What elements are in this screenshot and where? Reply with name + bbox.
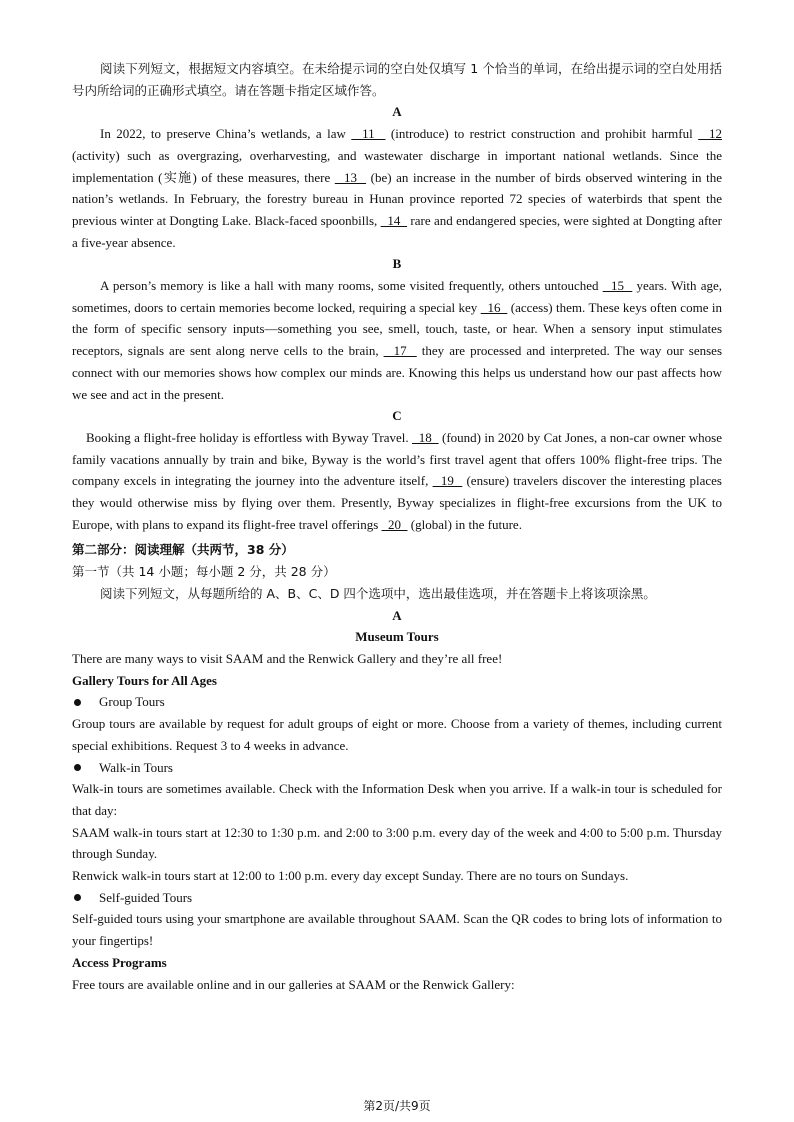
- access-programs-text: Free tours are available online and in our galleries at SAAM or the Renwick Gallery:: [72, 976, 515, 992]
- passage-b-label: B: [392, 256, 402, 272]
- walkin-tours-text: Walk-in tours are sometimes available. Check with the Information Desk when you arrive. If a walk-in tour is scheduled for that day:: [72, 781, 722, 818]
- group-tours-text: Group tours are available by request for adult groups of eight or more. Choose from a variety of themes, including current special exhibitions. Request 3 to 4 weeks in advance.: [72, 716, 722, 753]
- page-footer: 第2页/共9页: [363, 1099, 431, 1113]
- blank-20: 20: [381, 516, 408, 532]
- section1-heading: 第一节（共 14 小题；每小题 2 分，共 28 分）: [72, 564, 336, 580]
- reading-a-title: Museum Tours: [355, 629, 439, 645]
- passage-c-label: C: [392, 408, 402, 424]
- blank-16: 16: [480, 299, 508, 315]
- blank-19: 19: [432, 473, 463, 489]
- passage-a-label: A: [392, 104, 402, 120]
- bullet-icon: [74, 764, 81, 771]
- blank-12: 12: [698, 126, 722, 142]
- blank-18: 18: [412, 429, 439, 445]
- gallery-tours-heading: Gallery Tours for All Ages: [72, 672, 217, 688]
- blank-17: 17: [383, 343, 417, 359]
- group-tours-item: Group Tours: [72, 691, 722, 713]
- cloze-instructions: 阅读下列短文，根据短文内容填空。在未给提示词的空白处仅填写 1 个恰当的单词，在给出提示词的空白处用括号内所给词的正确形式填空。请在答题卡指定区域作答。: [72, 61, 722, 98]
- reading-a-label: A: [392, 607, 402, 623]
- self-guided-text: Self-guided tours using your smartphone are available throughout SAAM. Scan the QR codes to bring lots of information to your fingertips!: [72, 911, 722, 949]
- bullet-icon: [74, 894, 81, 901]
- renwick-walkin-text: Renwick walk-in tours start at 12:00 to 1:00 p.m. every day except Sunday. There are no tours on Sundays.: [72, 868, 629, 884]
- saam-walkin-text: SAAM walk-in tours start at 12:30 to 1:30 p.m. and 2:00 to 3:00 p.m. every day of the week and 4:00 to 5:00 p.m. Thursday through Sunday.: [72, 824, 722, 862]
- passage-a-text: In 2022, to preserve China’s wetlands, a law 11 (introduce) to restrict construction and prohibit harmful 12 (activity) such as overgrazing, overharvesting, and wastewater discharge in important national wetlands. Since the implementation (实施) of these measures, there 13 (be) an increase in the number of birds observed wintering in the nation’s wetlands. In February, the forestry bureau in Hunan province reported 72 species of waterbirds that spent the previous winter at Dongting Lake. Black-faced spoonbills, 14 rare and endangered species, were sighted at Dongting after a five-year absence.: [72, 126, 723, 250]
- reading-a-intro: There are many ways to visit SAAM and the Renwick Gallery and they’re all free!: [72, 650, 503, 666]
- walkin-tours-item: Walk-in Tours: [72, 757, 722, 779]
- reading-instructions: 阅读下列短文，从每题所给的 A、B、C、D 四个选项中，选出最佳选项，并在答题卡上将该项涂黑。: [100, 585, 656, 601]
- blank-15: 15: [602, 278, 633, 294]
- blank-11: 11: [351, 126, 386, 142]
- blank-14: 14: [380, 212, 408, 228]
- access-programs-heading: Access Programs: [72, 954, 167, 970]
- self-guided-tours-item: Self-guided Tours: [72, 887, 722, 909]
- part2-heading: 第二部分：阅读理解（共两节，38 分）: [72, 542, 294, 558]
- blank-13: 13: [334, 169, 367, 185]
- passage-b-text: A person’s memory is like a hall with many rooms, some visited frequently, others untouched 15 years. With age, sometimes, doors to certain memories become locked, requiring a special key 16 (access) them. These keys often come in the form of specific sensory inputs—something you see, smell, touch, taste, or hear. When a sensory input stimulates receptors, signals are sent along nerve cells to the brain, 17 they are processed and interpreted. The way our senses connect with our memories shows how complex our minds are. Knowing this helps us understand how our past affects how we see and act in the present.: [72, 278, 723, 402]
- bullet-icon: [74, 699, 81, 706]
- passage-c-text: Booking a flight-free holiday is effortless with Byway Travel. 18 (found) in 2020 by Cat Jones, a non-car owner whose family vacations annually by train and bike, Byway is the world’s first travel agent that offers 100% flight-free trips. The company excels in integrating the journey into the adventure itself, 19 (ensure) travelers discover the interesting places they would otherwise miss by flying over them. Presently, Byway specializes in flight-free excursions from the UK to Europe, with plans to expand its flight-free travel offerings 20 (global) in the future.: [72, 429, 722, 532]
- page-content: [72, 58, 722, 995]
